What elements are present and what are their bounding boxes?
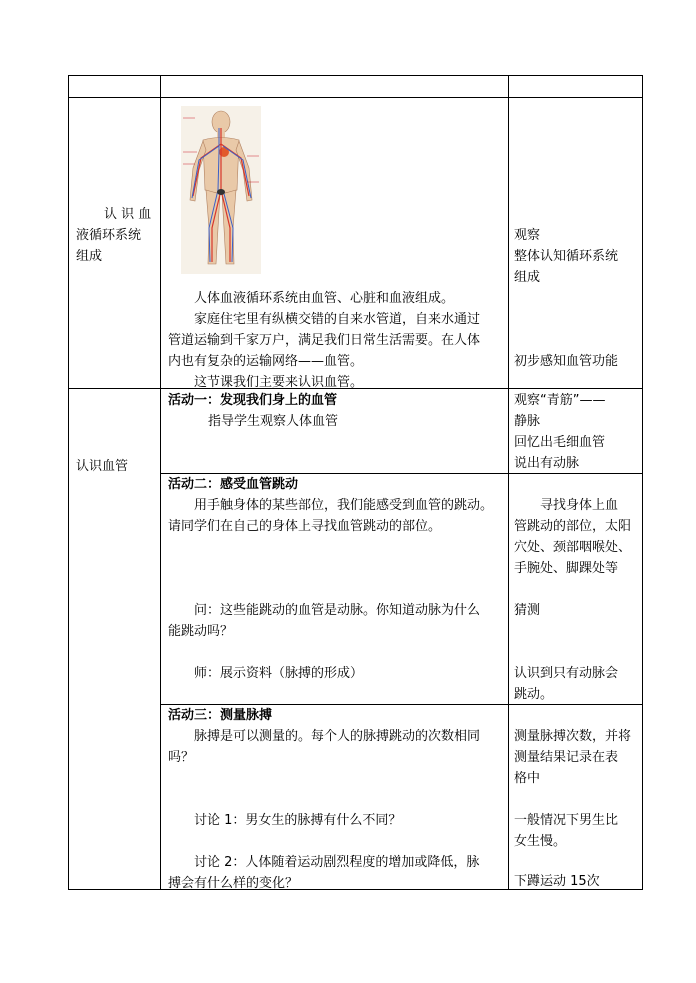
activity3-line: 搏会有什么样的变化？: [168, 876, 299, 891]
activity2-line: 请同学们在自己的身体上寻找血管跳动的部位。: [168, 519, 442, 534]
activity1-title: 活动一：发现我们身上的血管: [168, 393, 338, 408]
activity-divider: [160, 473, 643, 474]
row1-student-activity: 初步感知血管功能: [514, 354, 619, 369]
circulatory-system-diagram-icon: [181, 106, 261, 274]
activity2-student: 跳动。: [514, 687, 554, 702]
activity2-line: 问：这些能跳动的血管是动脉。你知道动脉为什么: [194, 603, 481, 618]
row1-student-activity: 观察: [514, 228, 541, 243]
activity3-line: 讨论 2：人体随着运动剧烈程度的增加或降低，脉: [194, 855, 480, 870]
row1-content-line: 人体血液循环系统由血管、心脏和血液组成。: [194, 291, 455, 306]
activity3-student: 测量结果记录在表: [514, 750, 619, 765]
activity1-student: 回忆出毛细血管: [514, 435, 606, 450]
activity1-student: 说出有动脉: [514, 456, 580, 471]
table-border-right: [642, 75, 643, 890]
activity3-line: 脉搏是可以测量的。每个人的脉搏跳动的次数相同: [194, 729, 481, 744]
activity2-student: 穴处、颈部咽喉处、: [514, 540, 632, 555]
table-border-left: [68, 75, 69, 890]
table-header-divider: [68, 97, 643, 98]
activity3-student: 下蹲运动 15次: [514, 874, 600, 889]
row1-student-activity: 组成: [514, 270, 541, 285]
activity3-student: 女生慢。: [514, 834, 567, 849]
activity2-line: 师：展示资料（脉搏的形成）: [194, 666, 364, 681]
row1-content-line: 家庭住宅里有纵横交错的自来水管道，自来水通过: [194, 312, 481, 327]
activity2-student: 寻找身体上血: [540, 498, 619, 513]
activity3-line: 吗？: [168, 750, 195, 765]
activity3-student: 格中: [514, 771, 541, 786]
activity3-student: 一般情况下男生比: [514, 813, 619, 828]
activity2-line: 能跳动吗？: [168, 624, 234, 639]
activity2-line: 用手触身体的某些部位，我们能感受到血管的跳动。: [194, 498, 494, 513]
activity2-student: 猜测: [514, 603, 541, 618]
column-divider: [508, 75, 509, 890]
activity2-title: 活动二：感受血管跳动: [168, 477, 299, 492]
row1-content-line: 这节课我们主要来认识血管。: [194, 375, 364, 390]
activity2-student: 手腕处、脚踝处等: [514, 561, 619, 576]
activity1-student: 静脉: [514, 414, 541, 429]
activity3-student: 测量脉搏次数，并将: [514, 729, 632, 744]
row1-stage-label: 液循环系统: [76, 228, 142, 243]
activity1-student: 观察“青筋”——: [514, 393, 606, 408]
activity-divider: [160, 704, 643, 705]
row1-student-activity: 整体认知循环系统: [514, 249, 619, 264]
activity3-line: 讨论 1：男女生的脉搏有什么不同？: [194, 813, 402, 828]
activity3-title: 活动三：测量脉搏: [168, 708, 273, 723]
table-border-top: [68, 75, 643, 76]
row1-stage-label: 认 识 血: [104, 207, 152, 222]
row1-stage-label: 组成: [76, 249, 103, 264]
row1-content-line: 管道运输到千家万户，满足我们日常生活需要。在人体: [168, 333, 481, 348]
activity2-student: 认识到只有动脉会: [514, 666, 619, 681]
column-divider: [160, 75, 161, 890]
activity2-student: 管跳动的部位，太阳: [514, 519, 632, 534]
row1-content-line: 内也有复杂的运输网络——血管。: [168, 354, 364, 369]
activity1-line: 指导学生观察人体血管: [208, 414, 339, 429]
row2-stage-label: 认识血管: [76, 459, 129, 474]
